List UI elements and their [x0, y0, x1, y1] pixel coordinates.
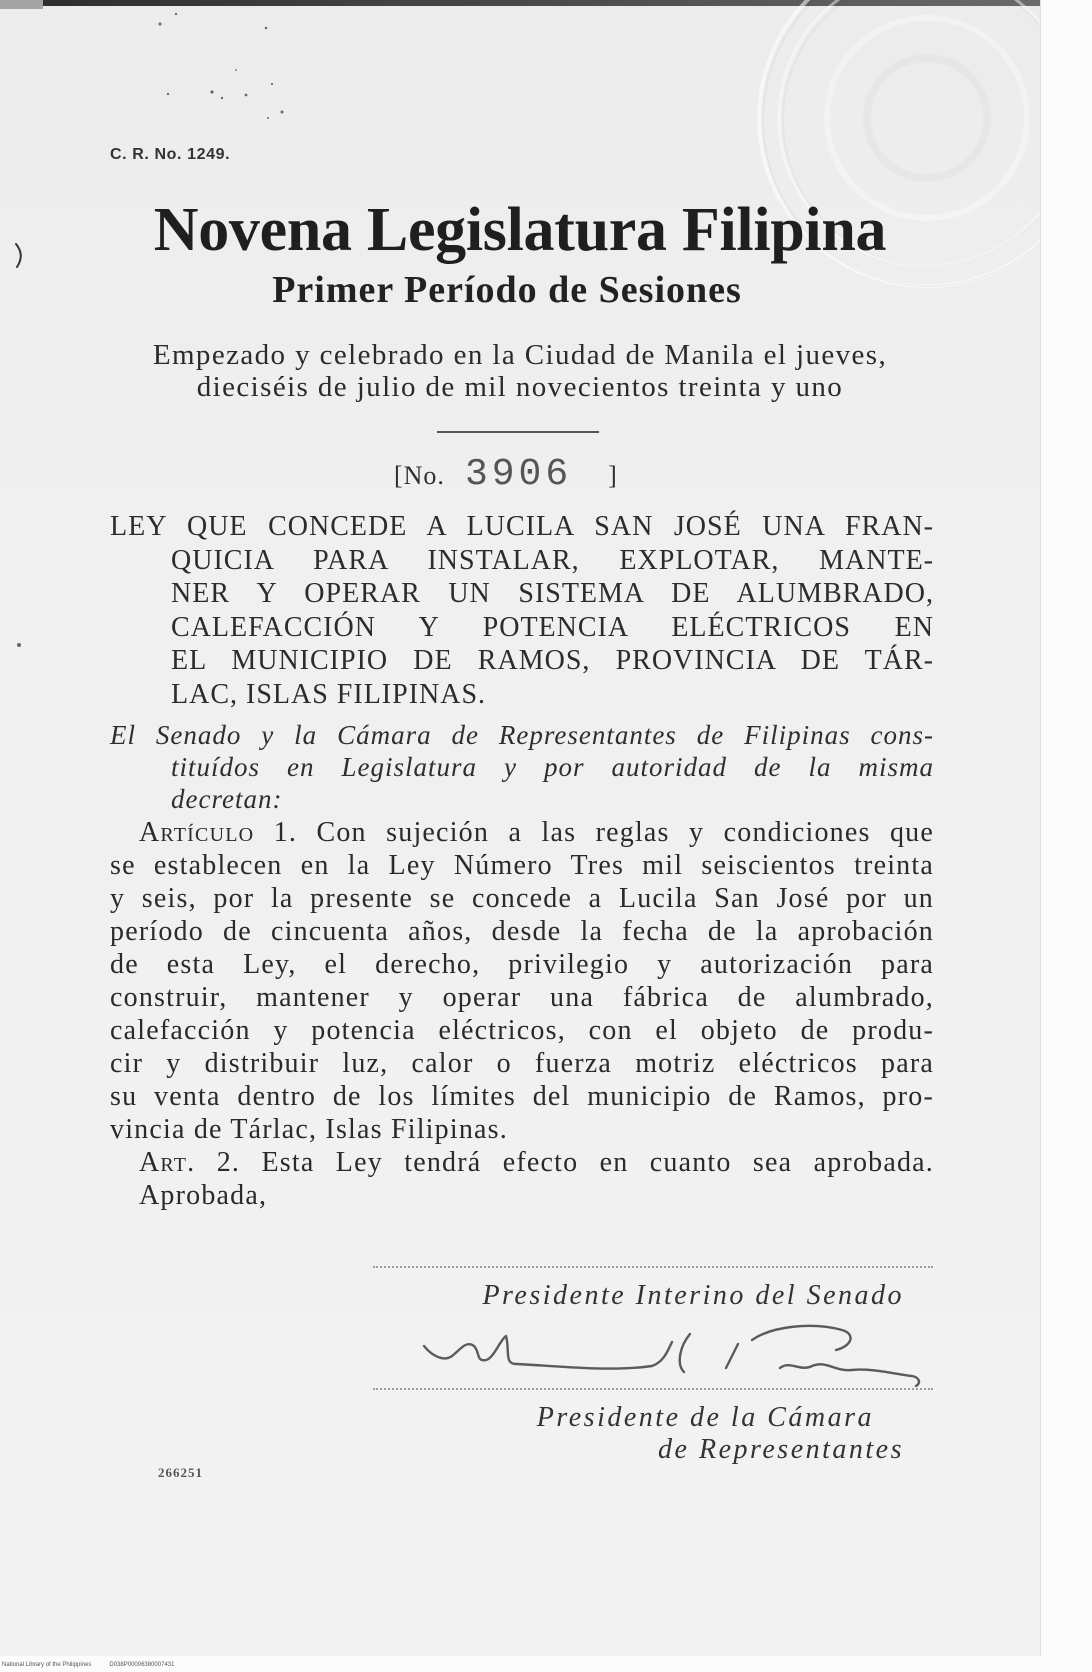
- house-president-label: Presidente de la Cámara: [536, 1402, 874, 1433]
- act-title-line: EL MUNICIPIO DE RAMOS, PROVINCIA DE TÁR-: [171, 645, 934, 676]
- enacting-clause-line: decretan:: [171, 784, 283, 814]
- article-1-line: de esta Ley, el derecho, privilegio y autorización para: [110, 949, 934, 980]
- enacting-clause-line: tituídos en Legislatura y por autoridad de la misma: [171, 752, 934, 782]
- article-1-line: y seis, por la presente se concede a Lucila San José por un: [110, 883, 934, 914]
- article-2-label: Art. 2.: [139, 1147, 241, 1178]
- house-signature-line: [373, 1388, 933, 1390]
- act-number: [394, 455, 617, 500]
- article-1-line: su venta dentro de los límites del municipio de Ramos, pro-: [110, 1081, 934, 1112]
- act-title-line: NER Y OPERAR UN SISTEMA DE ALUMBRADO,: [171, 578, 934, 609]
- article-1-line: [139, 816, 934, 849]
- senate-signature-line: [373, 1266, 933, 1268]
- section-divider: [437, 431, 599, 433]
- house-president-label: de Representantes: [658, 1434, 904, 1465]
- act-number-prefix: [No.: [394, 461, 445, 490]
- file-number: 266251: [158, 1465, 203, 1480]
- article-2-text: Esta Ley tendrá efecto en cuanto sea aprobada.: [261, 1147, 934, 1178]
- paper-speckles: [159, 13, 284, 119]
- enacting-clause: [110, 719, 934, 815]
- article-1-line: se establecen en la Ley Número Tres mil seiscientos treinta: [110, 850, 934, 881]
- scan-corner-shade: [0, 0, 43, 9]
- article-1-line: cir y distribuir luz, calor o fuerza motriz eléctricos para: [110, 1048, 934, 1079]
- archive-code: D038P00006380007431: [109, 1662, 175, 1668]
- legislature-title: Novena Legislatura Filipina: [153, 196, 887, 264]
- article-2-line: [139, 1146, 934, 1179]
- approval-text: Aprobada,: [139, 1180, 268, 1211]
- article-1-text: Con sujeción a las reglas y condiciones que: [316, 817, 934, 848]
- article-1-label: Artículo 1.: [139, 817, 298, 848]
- act-title-line: LEY QUE CONCEDE A LUCILA SAN JOSÉ UNA FRAN-: [110, 511, 934, 542]
- enacting-clause-line: El Senado y la Cámara de Representantes de Filipinas cons-: [110, 720, 934, 750]
- archive-footer: [2, 1661, 174, 1669]
- act-title-line: LAC, ISLAS FILIPINAS.: [171, 678, 487, 710]
- act-title-line: QUICIA PARA INSTALAR, EXPLOTAR, MANTE-: [171, 544, 934, 576]
- act-body: [110, 816, 934, 1212]
- article-1-line: período de cincuenta años, desde la fecha de la aprobación: [110, 916, 934, 947]
- scan-top-edge: [43, 0, 1040, 6]
- article-1-line: construir, mantener y operar una fábrica de alumbrado,: [110, 982, 934, 1013]
- act-number-suffix: ]: [608, 461, 617, 490]
- convened-line: Empezado y celebrado en la Ciudad de Manila el jueves,: [152, 339, 888, 371]
- act-number-value: 3906: [464, 453, 573, 496]
- convened-statement: [0, 339, 1040, 403]
- senate-president-label: Presidente Interino del Senado: [482, 1280, 904, 1311]
- article-1-line: calefacción y potencia eléctricos, con el objeto de produ-: [110, 1015, 934, 1046]
- act-title-line: CALEFACCIÓN Y POTENCIA ELÉCTRICOS EN: [171, 611, 934, 643]
- archive-name: National Library of the Philippines: [2, 1662, 92, 1668]
- reference-number: C. R. No. 1249.: [110, 146, 231, 163]
- convened-line: dieciséis de julio de mil novecientos treinta y uno: [196, 371, 844, 403]
- article-1-line: vincia de Tárlac, Islas Filipinas.: [110, 1114, 508, 1145]
- session-subtitle: Primer Período de Sesiones: [272, 269, 742, 311]
- act-title: [110, 510, 934, 711]
